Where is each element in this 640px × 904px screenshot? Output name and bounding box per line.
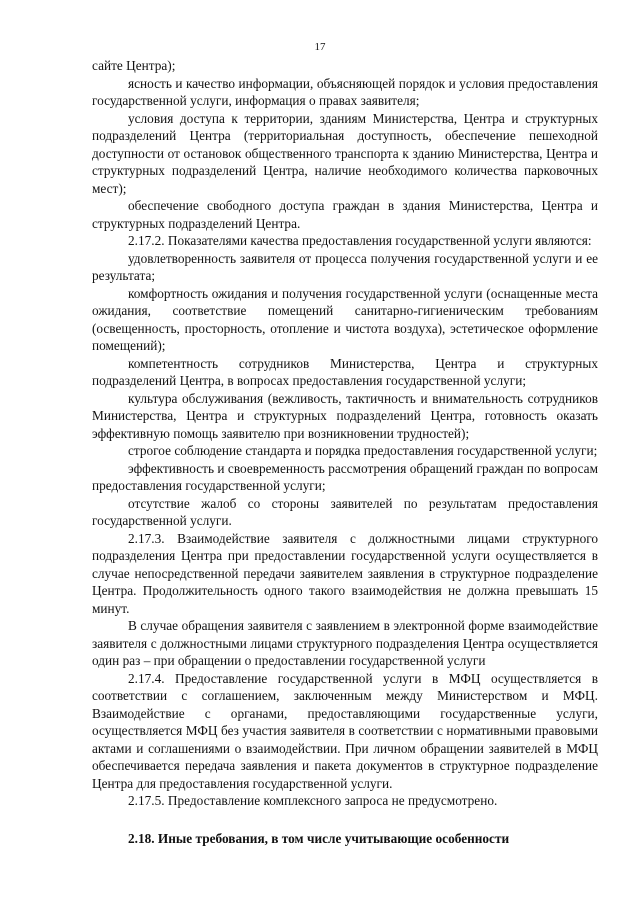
paragraph: комфортность ожидания и получения государственной услуги (оснащенные места ожидания, соответствие помещений санитарно-гигиеническим требованиям (освещенность, просторность, отопление и чистота воздуха), эстетическое оформление помещений); [92, 285, 598, 353]
paragraph: условия доступа к территории, зданиям Министерства, Центра и структурных подразделений Центра (территориальная доступность, обеспечение пешеходной доступности от остановок общественного транспорта к зданию Министерства, Центра и структурных подразделений Центра, наличие необходимого количества парковочных мест); [92, 110, 598, 196]
paragraph: 2.17.2. Показателями качества предоставления государственной услуги являются: [128, 233, 592, 248]
paragraph: культура обслуживания (вежливость, тактичность и внимательность сотрудников Министерства, Центра и структурных подразделений Центра, готовность оказать эффективную помощь заявителю при возникновении трудностей); [92, 390, 598, 441]
page-number: 17 [314, 41, 326, 53]
paragraph: компетентность сотрудников Министерства, Центра и структурных подразделений Центра, в вопросах предоставления государственной услуги; [92, 355, 598, 388]
paragraph: обеспечение свободного доступа граждан в здания Министерства, Центра и структурных подразделений Центра. [92, 198, 598, 231]
paragraph: 2.17.5. Предоставление комплексного запроса не предусмотрено. [128, 793, 498, 808]
paragraph: 2.17.4. Предоставление государственной услуги в МФЦ осуществляется в соответствии с соглашением, заключенным между Министерством и МФЦ. Взаимодействие с органами, предоставляющими государственные услуги, осуществляется МФЦ без участия заявителя в соответствии с нормативными правовыми актами и соглашениями о взаимодействии. При личном обращении заявителей в МФЦ обеспечивается передача заявления и пакета документов в структурное подразделение Центра для предоставления государственной услуги. [92, 670, 598, 791]
paragraph: эффективность и своевременность рассмотрения обращений граждан по вопросам предоставления государственной услуги; [92, 460, 598, 493]
paragraph: ясность и качество информации, объясняющей порядок и условия предоставления государственной услуги, информация о правах заявителя; [92, 75, 598, 108]
paragraph: 2.17.3. Взаимодействие заявителя с должностными лицами структурного подразделения Центра при предоставлении государственной услуги осуществляется в случае непосредственной передачи заявителем заявления в структурное подразделение Центра. Продолжительность одного такого взаимодействия не должна превышать 15 минут. [92, 530, 598, 616]
paragraph: строгое соблюдение стандарта и порядка предоставления государственной услуги; [128, 443, 598, 458]
document-body [92, 57, 598, 847]
paragraph: В случае обращения заявителя с заявлением в электронной форме взаимодействие заявителя с должностными лицами структурного подразделения Центра осуществляется один раз – при обращении о предоставлении государственной услуги [92, 618, 598, 668]
paragraph: отсутствие жалоб со стороны заявителей по результатам предоставления государственной услуги. [92, 495, 598, 528]
paragraph: удовлетворенность заявителя от процесса получения государственной услуги и ее результата; [92, 250, 598, 283]
paragraph: сайте Центра); [92, 58, 176, 73]
section-heading: 2.18. Иные требования, в том числе учитывающие особенности [128, 830, 510, 846]
